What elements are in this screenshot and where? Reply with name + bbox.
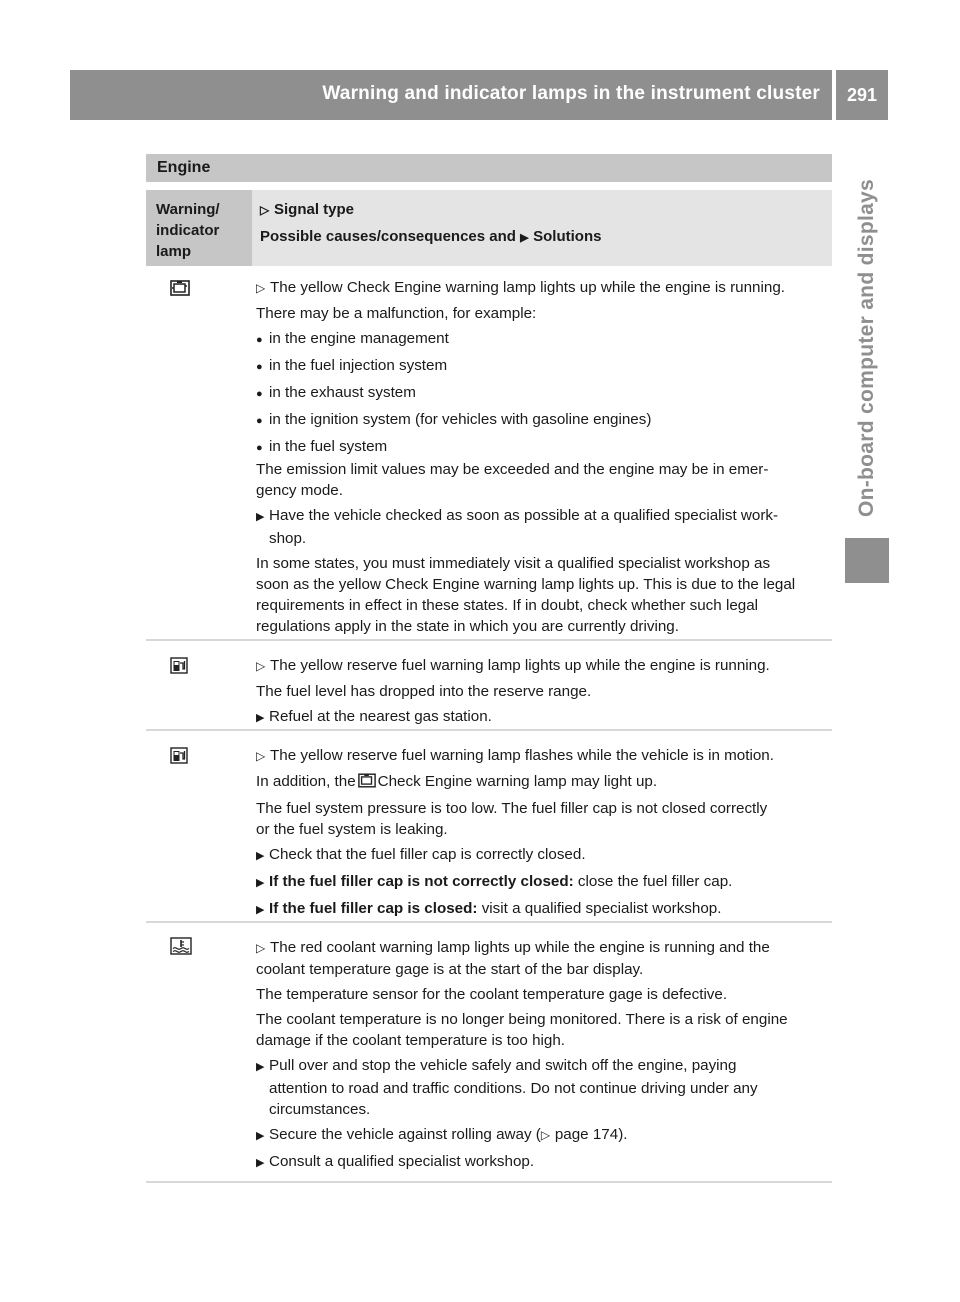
page-reference-icon: ▷ <box>540 1128 551 1142</box>
states-text: requirements in effect in these states. If in doubt, check whether such legal <box>256 597 759 614</box>
side-tab-label: On-board computer and displays <box>855 178 878 518</box>
solution-condition: If the fuel filler cap is closed: <box>269 900 478 917</box>
solution-arrow-icon: ▶ <box>256 511 265 523</box>
side-tab-marker <box>845 538 889 583</box>
signal-type-icon: ▷ <box>256 749 266 763</box>
warning-lamp-table <box>146 154 832 1183</box>
side-tab <box>845 158 889 538</box>
check-engine-icon <box>170 280 190 301</box>
fuel-reserve-icon <box>170 747 188 769</box>
signal-type-icon: ▷ <box>256 281 266 295</box>
header-bar <box>70 70 832 120</box>
signal-type-icon: ▷ <box>256 659 266 673</box>
solution-text: shop. <box>269 530 307 547</box>
lamp-column-header <box>146 190 252 266</box>
solution-arrow-icon: ▶ <box>256 1061 265 1073</box>
coolant-temperature-icon <box>170 937 192 960</box>
table-row <box>146 731 832 923</box>
solution-text: attention to road and traffic conditions. Do not continue driving under any <box>269 1080 758 1097</box>
states-text: soon as the yellow Check Engine warning lamp lights up. This is due to the legal <box>256 576 796 593</box>
solution-arrow-icon: ▶ <box>256 850 265 862</box>
signal-text: The yellow Check Engine warning lamp lights up while the engine is running. <box>270 279 785 296</box>
monitor-text: damage if the coolant temperature is too high. <box>256 1032 566 1049</box>
signal-type-icon: ▷ <box>260 203 270 217</box>
bullet-icon: ● <box>256 334 263 346</box>
signal-column-header <box>252 190 832 266</box>
solution-text: Have the vehicle checked as soon as possible at a qualified specialist work- <box>269 507 779 524</box>
signal-text: The yellow reserve fuel warning lamp lights up while the engine is running. <box>270 657 770 674</box>
states-text: In some states, you must immediately visit a qualified specialist workshop as <box>256 555 771 572</box>
pressure-text: or the fuel system is leaking. <box>256 821 448 838</box>
solution-arrow-icon: ▶ <box>256 877 265 889</box>
solution-arrow-icon: ▶ <box>256 1157 265 1169</box>
check-engine-icon <box>358 773 376 794</box>
bullet-icon: ● <box>256 415 263 427</box>
table-row <box>146 266 832 641</box>
section-title: Engine <box>146 154 832 182</box>
info-text: The fuel level has dropped into the reserve range. <box>256 683 592 700</box>
bullet-icon: ● <box>256 442 263 454</box>
lamp-header-line: lamp <box>156 243 192 260</box>
page-reference-link[interactable]: page 174). <box>554 1126 628 1143</box>
solution-text: Pull over and stop the vehicle safely and switch off the engine, paying <box>269 1057 737 1074</box>
solution-text: Refuel at the nearest gas station. <box>269 708 492 725</box>
signal-type-label: Signal type <box>274 201 355 218</box>
solution-arrow-icon: ▶ <box>256 904 265 916</box>
column-header <box>146 190 832 266</box>
solution-text: visit a qualified specialist workshop. <box>481 900 722 917</box>
fuel-reserve-icon <box>170 657 188 679</box>
addition-text: In addition, the <box>256 773 356 790</box>
solution-condition: If the fuel filler cap is not correctly closed: <box>269 873 574 890</box>
bullet-icon: ● <box>256 361 263 373</box>
list-item: in the fuel injection system <box>269 357 448 374</box>
solution-text: Check that the fuel filler cap is correctly closed. <box>269 846 586 863</box>
sensor-text: The temperature sensor for the coolant temperature gage is defective. <box>256 986 728 1003</box>
solution-text: Consult a qualified specialist workshop. <box>269 1153 535 1170</box>
list-item: in the ignition system (for vehicles with gasoline engines) <box>269 411 652 428</box>
addition-text: Check Engine warning lamp may light up. <box>377 773 658 790</box>
signal-type-icon: ▷ <box>256 941 266 955</box>
emission-text: gency mode. <box>256 482 343 499</box>
list-item: in the engine management <box>269 330 449 347</box>
solution-text: circumstances. <box>269 1101 371 1118</box>
signal-text: The red coolant warning lamp lights up while the engine is running and the <box>270 939 770 956</box>
intro-text: There may be a malfunction, for example: <box>256 305 537 322</box>
page-header <box>70 70 888 120</box>
list-item: in the fuel system <box>269 438 388 455</box>
signal-text: The yellow reserve fuel warning lamp flashes while the vehicle is in motion. <box>270 747 774 764</box>
lamp-header-line: Warning/ <box>156 201 220 218</box>
states-text: regulations apply in the state in which you are currently driving. <box>256 618 679 635</box>
lamp-header-line: indicator <box>156 222 220 239</box>
table-row <box>146 923 832 1183</box>
emission-text: The emission limit values may be exceeded and the engine may be in emer- <box>256 461 769 478</box>
list-item: in the exhaust system <box>269 384 416 401</box>
solutions-label: Solutions <box>533 228 602 245</box>
solution-arrow-icon: ▶ <box>256 1130 265 1142</box>
causes-label: Possible causes/consequences and <box>260 228 516 245</box>
monitor-text: The coolant temperature is no longer being monitored. There is a risk of engine <box>256 1011 788 1028</box>
header-title: Warning and indicator lamps in the instrument cluster <box>322 83 820 104</box>
pressure-text: The fuel system pressure is too low. The fuel filler cap is not closed correctly <box>256 800 768 817</box>
solution-arrow-icon: ▶ <box>520 232 529 244</box>
solution-arrow-icon: ▶ <box>256 712 265 724</box>
table-row <box>146 641 832 731</box>
page-number: 291 <box>836 70 888 120</box>
signal-text: coolant temperature gage is at the start of the bar display. <box>256 961 644 978</box>
solution-text: close the fuel filler cap. <box>577 873 733 890</box>
bullet-icon: ● <box>256 388 263 400</box>
solution-text: Secure the vehicle against rolling away ( <box>269 1126 541 1143</box>
